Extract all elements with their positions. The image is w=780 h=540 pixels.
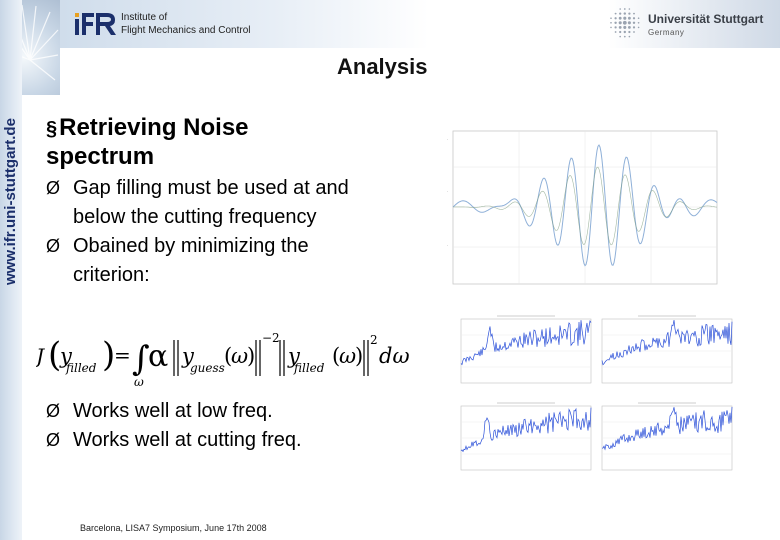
formula-sub-filled-1: filled bbox=[66, 361, 97, 375]
heading-marker: § bbox=[46, 118, 58, 140]
waveform-plot-image bbox=[447, 127, 722, 292]
svg-text:·: · bbox=[447, 243, 449, 248]
formula-omega-lower: ω bbox=[134, 375, 144, 389]
formula-J: J bbox=[36, 344, 45, 368]
bullet-text: Works well at cutting freq. bbox=[73, 429, 302, 451]
university-logo bbox=[608, 6, 642, 40]
arrow-bullet-icon: Ø bbox=[46, 430, 61, 450]
list-item bbox=[46, 174, 376, 232]
svg-text:(: ( bbox=[332, 344, 341, 368]
formula-sub-filled-2: filled bbox=[294, 361, 325, 375]
svg-text:(: ( bbox=[48, 335, 62, 375]
arrow-bullet-icon: Ø bbox=[46, 178, 61, 198]
formula-sub-guess: guess bbox=[190, 361, 225, 375]
formula-y-3: y bbox=[288, 344, 300, 368]
institute-name bbox=[121, 11, 251, 37]
institute-line-2: Flight Mechanics and Control bbox=[121, 25, 251, 36]
university-name: Universität Stuttgart bbox=[648, 12, 764, 26]
list-item bbox=[46, 426, 376, 455]
formula-exp-minus-2: −2 bbox=[262, 331, 280, 345]
spectrum-plot-image bbox=[447, 313, 597, 393]
formula-exp-2: 2 bbox=[370, 333, 378, 347]
bullet-text: Gap filling must be used at and below the cutting frequency bbox=[73, 177, 349, 228]
spectrum-plot-image bbox=[588, 313, 738, 393]
spectrum-plot-image bbox=[588, 400, 738, 480]
formula-omega-2: ω bbox=[339, 344, 357, 368]
svg-text:): ) bbox=[355, 344, 364, 368]
arrow-bullet-icon: Ø bbox=[46, 236, 61, 256]
institute-line-1: Institute of bbox=[121, 12, 168, 23]
arrow-bullet-icon: Ø bbox=[46, 401, 61, 421]
bullet-text: Obained by minimizing the criterion: bbox=[73, 235, 309, 286]
university-country: Germany bbox=[648, 28, 685, 37]
svg-text:∫: ∫ bbox=[132, 339, 150, 379]
bullet-list-top bbox=[46, 174, 376, 290]
spectrum-plot-image bbox=[447, 400, 597, 480]
svg-text:(: ( bbox=[224, 344, 233, 368]
svg-text:·: · bbox=[447, 189, 449, 194]
bullet-text: Works well at low freq. bbox=[73, 400, 273, 422]
ifr-logo bbox=[74, 11, 118, 37]
formula-d-omega: dω bbox=[379, 344, 410, 368]
list-item bbox=[46, 232, 376, 290]
svg-text:α: α bbox=[148, 339, 169, 374]
svg-text:·: · bbox=[447, 137, 449, 142]
svg-text:): ) bbox=[247, 344, 256, 368]
formula-y-1: y bbox=[60, 344, 72, 368]
formula-y-2: y bbox=[182, 344, 194, 368]
footer-text: Barcelona, LISA7 Symposium, June 17th 2008 bbox=[80, 523, 267, 533]
svg-text:): ) bbox=[102, 335, 116, 375]
slide-title: Analysis bbox=[337, 54, 428, 79]
bullet-list-bottom bbox=[46, 397, 376, 455]
criterion-formula bbox=[36, 330, 416, 390]
formula-omega-1: ω bbox=[231, 344, 249, 368]
heading-text: Retrieving Noise spectrum bbox=[46, 114, 249, 170]
svg-text:=: = bbox=[114, 343, 131, 367]
section-heading bbox=[46, 114, 346, 170]
list-item bbox=[46, 397, 376, 426]
